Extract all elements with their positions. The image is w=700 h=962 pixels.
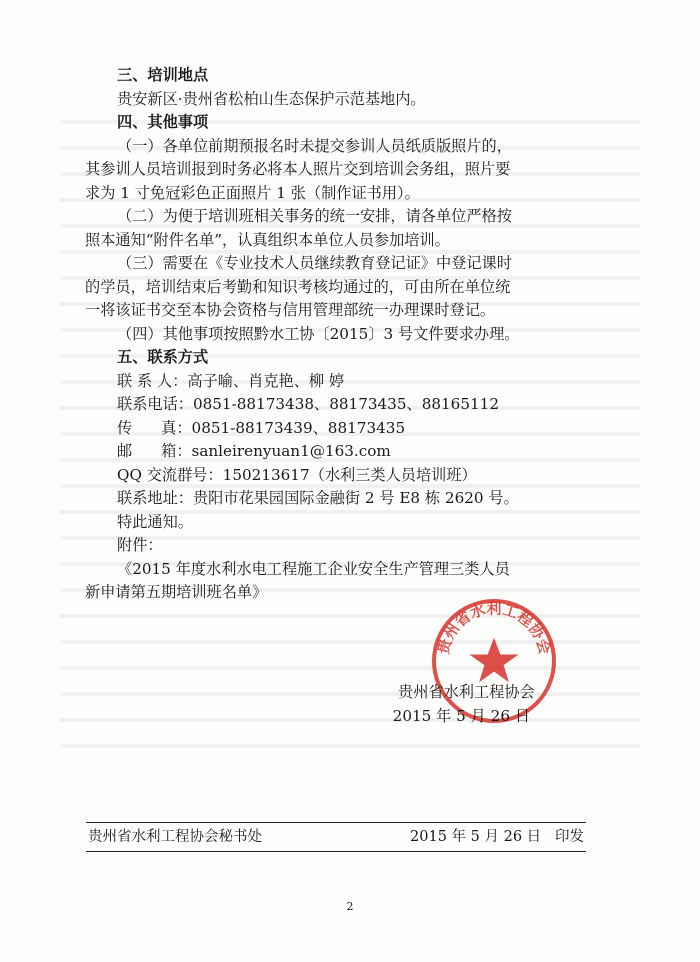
address-label: 联系地址： xyxy=(117,489,193,507)
attachment-label: 附件： xyxy=(117,536,163,554)
footer-issuer: 贵州省水利工程协会秘书处 xyxy=(88,829,262,845)
closing-notice: 特此通知。 xyxy=(117,512,193,531)
seal-ring-text: 贵州省水利工程协会 xyxy=(434,599,554,657)
fax-label: 传 真： xyxy=(117,418,192,437)
qq-label: QQ 交流群号： xyxy=(117,465,223,484)
email-value: sanleirenyuan1@163.com xyxy=(191,442,391,460)
footer-top-rule xyxy=(86,822,586,823)
phone-value: 0851-88173438、88173435、88165112 xyxy=(192,395,500,413)
footer-bottom-rule xyxy=(86,851,586,852)
item3-line1: （三）需要在《专业技术人员继续教育登记证》中登记课时 xyxy=(117,254,512,272)
address-row xyxy=(85,487,585,511)
item3-line3: 一将该证书交至本协会资格与信用管理部统一办理课时登记。 xyxy=(85,301,496,319)
signature-org: 贵州省水利工程协会 xyxy=(398,683,535,701)
attachment-line2: 新申请第五期培训班名单》 xyxy=(85,583,268,601)
section5-heading: 五、联系方式 xyxy=(117,348,209,366)
contact-person-value: 高子喻、肖克艳、柳 婷 xyxy=(187,371,345,390)
signature-block xyxy=(392,681,535,728)
item2-line1: （二）为便于培训班相关事务的统一安排，请各单位严格按 xyxy=(117,207,512,225)
item1-line2: 其参训人员培训报到时务必将本人照片交到培训会务组，照片要 xyxy=(85,160,511,178)
qq-value: 150213617（水利三类人员培训班） xyxy=(222,465,477,484)
fax-value: 0851-88173439、88173435 xyxy=(191,418,406,437)
contact-person-label: 联 系 人： xyxy=(117,371,188,390)
fax-row xyxy=(85,417,585,441)
section4-heading: 四、其他事项 xyxy=(117,113,209,131)
address-value: 贵阳市花果园国际金融街 2 号 E8 栋 2620 号。 xyxy=(192,489,519,507)
email-label: 邮 箱： xyxy=(117,442,192,460)
item2-line2: 照本通知“附件名单”，认真组织本单位人员参加培训。 xyxy=(85,230,450,249)
page-number: 2 xyxy=(346,900,354,913)
phone-row xyxy=(85,393,585,417)
signature-date: 2015 年 5 月 26 日 xyxy=(392,706,531,725)
footer-date: 2015 年 5 月 26 日 印发 xyxy=(410,829,584,845)
email-row xyxy=(85,440,585,464)
item1-line3: 求为 1 寸免冠彩色正面照片 1 张（制作证书用）。 xyxy=(85,183,420,202)
item3-line2: 的学员，培训结束后考勤和知识考核均通过的，可由所在单位统 xyxy=(85,277,511,296)
attachment-line1: 《2015 年度水利水电工程施工企业安全生产管理三类人员 xyxy=(117,559,510,578)
document-body xyxy=(85,64,585,605)
contact-person-row xyxy=(85,370,585,394)
qq-row xyxy=(85,464,585,488)
item4-line: （四）其他事项按照黔水工协〔2015〕3 号文件要求办理。 xyxy=(117,324,520,343)
footer xyxy=(88,826,584,848)
section3-heading: 三、培训地点 xyxy=(117,66,209,84)
section3-location: 贵安新区·贵州省松柏山生态保护示范基地内。 xyxy=(117,89,426,108)
item1-line1: （一）各单位前期预报名时未提交参训人员纸质版照片的， xyxy=(117,136,512,155)
phone-label: 联系电话： xyxy=(117,395,193,413)
